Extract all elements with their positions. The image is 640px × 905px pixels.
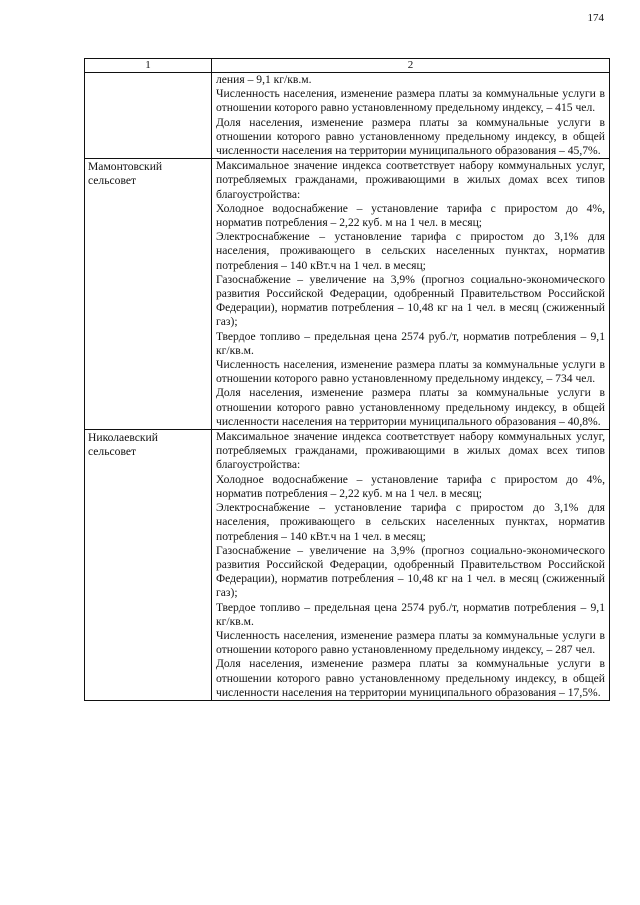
paragraph: Максимальное значение индекса соответствует набору коммунальных услуг, потребляемых гражданами, проживающими в жилых домах всех типов благоустройства: <box>216 430 605 472</box>
municipality-name: Николаевский сельсовет <box>85 430 212 701</box>
column-header-2: 2 <box>212 59 610 73</box>
paragraph: Электроснабжение – установление тарифа с приростом до 3,1% для населения, проживающего в сельских населенных пунктах, норматив потребления – 140 кВт.ч на 1 чел. в месяц; <box>216 230 605 272</box>
paragraph: Доля населения, изменение размера платы за коммунальные услуги в отношении которого равно установленному предельному индексу, в общей численности населения на территории муниципального образования – 45,7%. <box>216 115 605 158</box>
indices-table <box>84 58 610 701</box>
page-number: 174 <box>587 12 604 24</box>
paragraph: Электроснабжение – установление тарифа с приростом до 3,1% для населения, проживающего в сельских населенных пунктах, норматив потребления – 140 кВт.ч на 1 чел. в месяц; <box>216 501 605 543</box>
indices-description <box>212 159 610 430</box>
table-row-mamontovsky <box>85 159 610 430</box>
paragraph: Численность населения, изменение размера платы за коммунальные услуги в отношении которого равно установленному предельному индексу, – 287 чел. <box>216 628 605 657</box>
paragraph: Газоснабжение – увеличение на 3,9% (прогноз социально-экономического развития Российской Федерации, одобренный Правительством Российской Федерации), норматив потребления – 10,48 кг на 1 чел. в месяц (сжиженный газ); <box>216 543 605 600</box>
paragraph: Доля населения, изменение размера платы за коммунальные услуги в отношении которого равно установленному предельному индексу, в общей численности населения на территории муниципального образования – 17,5%. <box>216 657 605 699</box>
paragraph: Твердое топливо – предельная цена 2574 руб./т, норматив потребления – 9,1 кг/кв.м. <box>216 600 605 628</box>
indices-description <box>212 430 610 701</box>
table-row-nikolaevsky <box>85 430 610 701</box>
paragraph: Численность населения, изменение размера платы за коммунальные услуги в отношении которого равно установленному предельному индексу, – 734 чел. <box>216 358 605 386</box>
indices-description <box>212 73 610 159</box>
paragraph: Газоснабжение – увеличение на 3,9% (прогноз социально-экономического развития Российской Федерации, одобренный Правительством Российской Федерации), норматив потребления – 10,48 кг на 1 чел. в месяц (сжиженный газ); <box>216 272 605 329</box>
paragraph: Холодное водоснабжение – установление тарифа с приростом до 4%, норматив потребления – 2,22 куб. м на 1 чел. в месяц; <box>216 201 605 230</box>
paragraph: Численность населения, изменение размера платы за коммунальные услуги в отношении которого равно установленному предельному индексу, – 415 чел. <box>216 87 605 115</box>
column-header-1: 1 <box>85 59 212 73</box>
municipality-name: Мамонтовский сельсовет <box>85 159 212 430</box>
paragraph: Холодное водоснабжение – установление тарифа с приростом до 4%, норматив потребления – 2,22 куб. м на 1 чел. в месяц; <box>216 472 605 500</box>
table-header-row <box>85 59 610 73</box>
table-row-continuation <box>85 73 610 159</box>
paragraph: Твердое топливо – предельная цена 2574 руб./т, норматив потребления – 9,1 кг/кв.м. <box>216 329 605 357</box>
paragraph: Доля населения, изменение размера платы за коммунальные услуги в отношении которого равно установленному предельному индексу, в общей численности населения на территории муниципального образования – 40,8%. <box>216 386 605 428</box>
municipality-name <box>85 73 212 159</box>
paragraph: Максимальное значение индекса соответствует набору коммунальных услуг, потребляемых гражданами, проживающими в жилых домах всех типов благоустройства: <box>216 159 605 201</box>
paragraph: ления – 9,1 кг/кв.м. <box>216 73 312 86</box>
